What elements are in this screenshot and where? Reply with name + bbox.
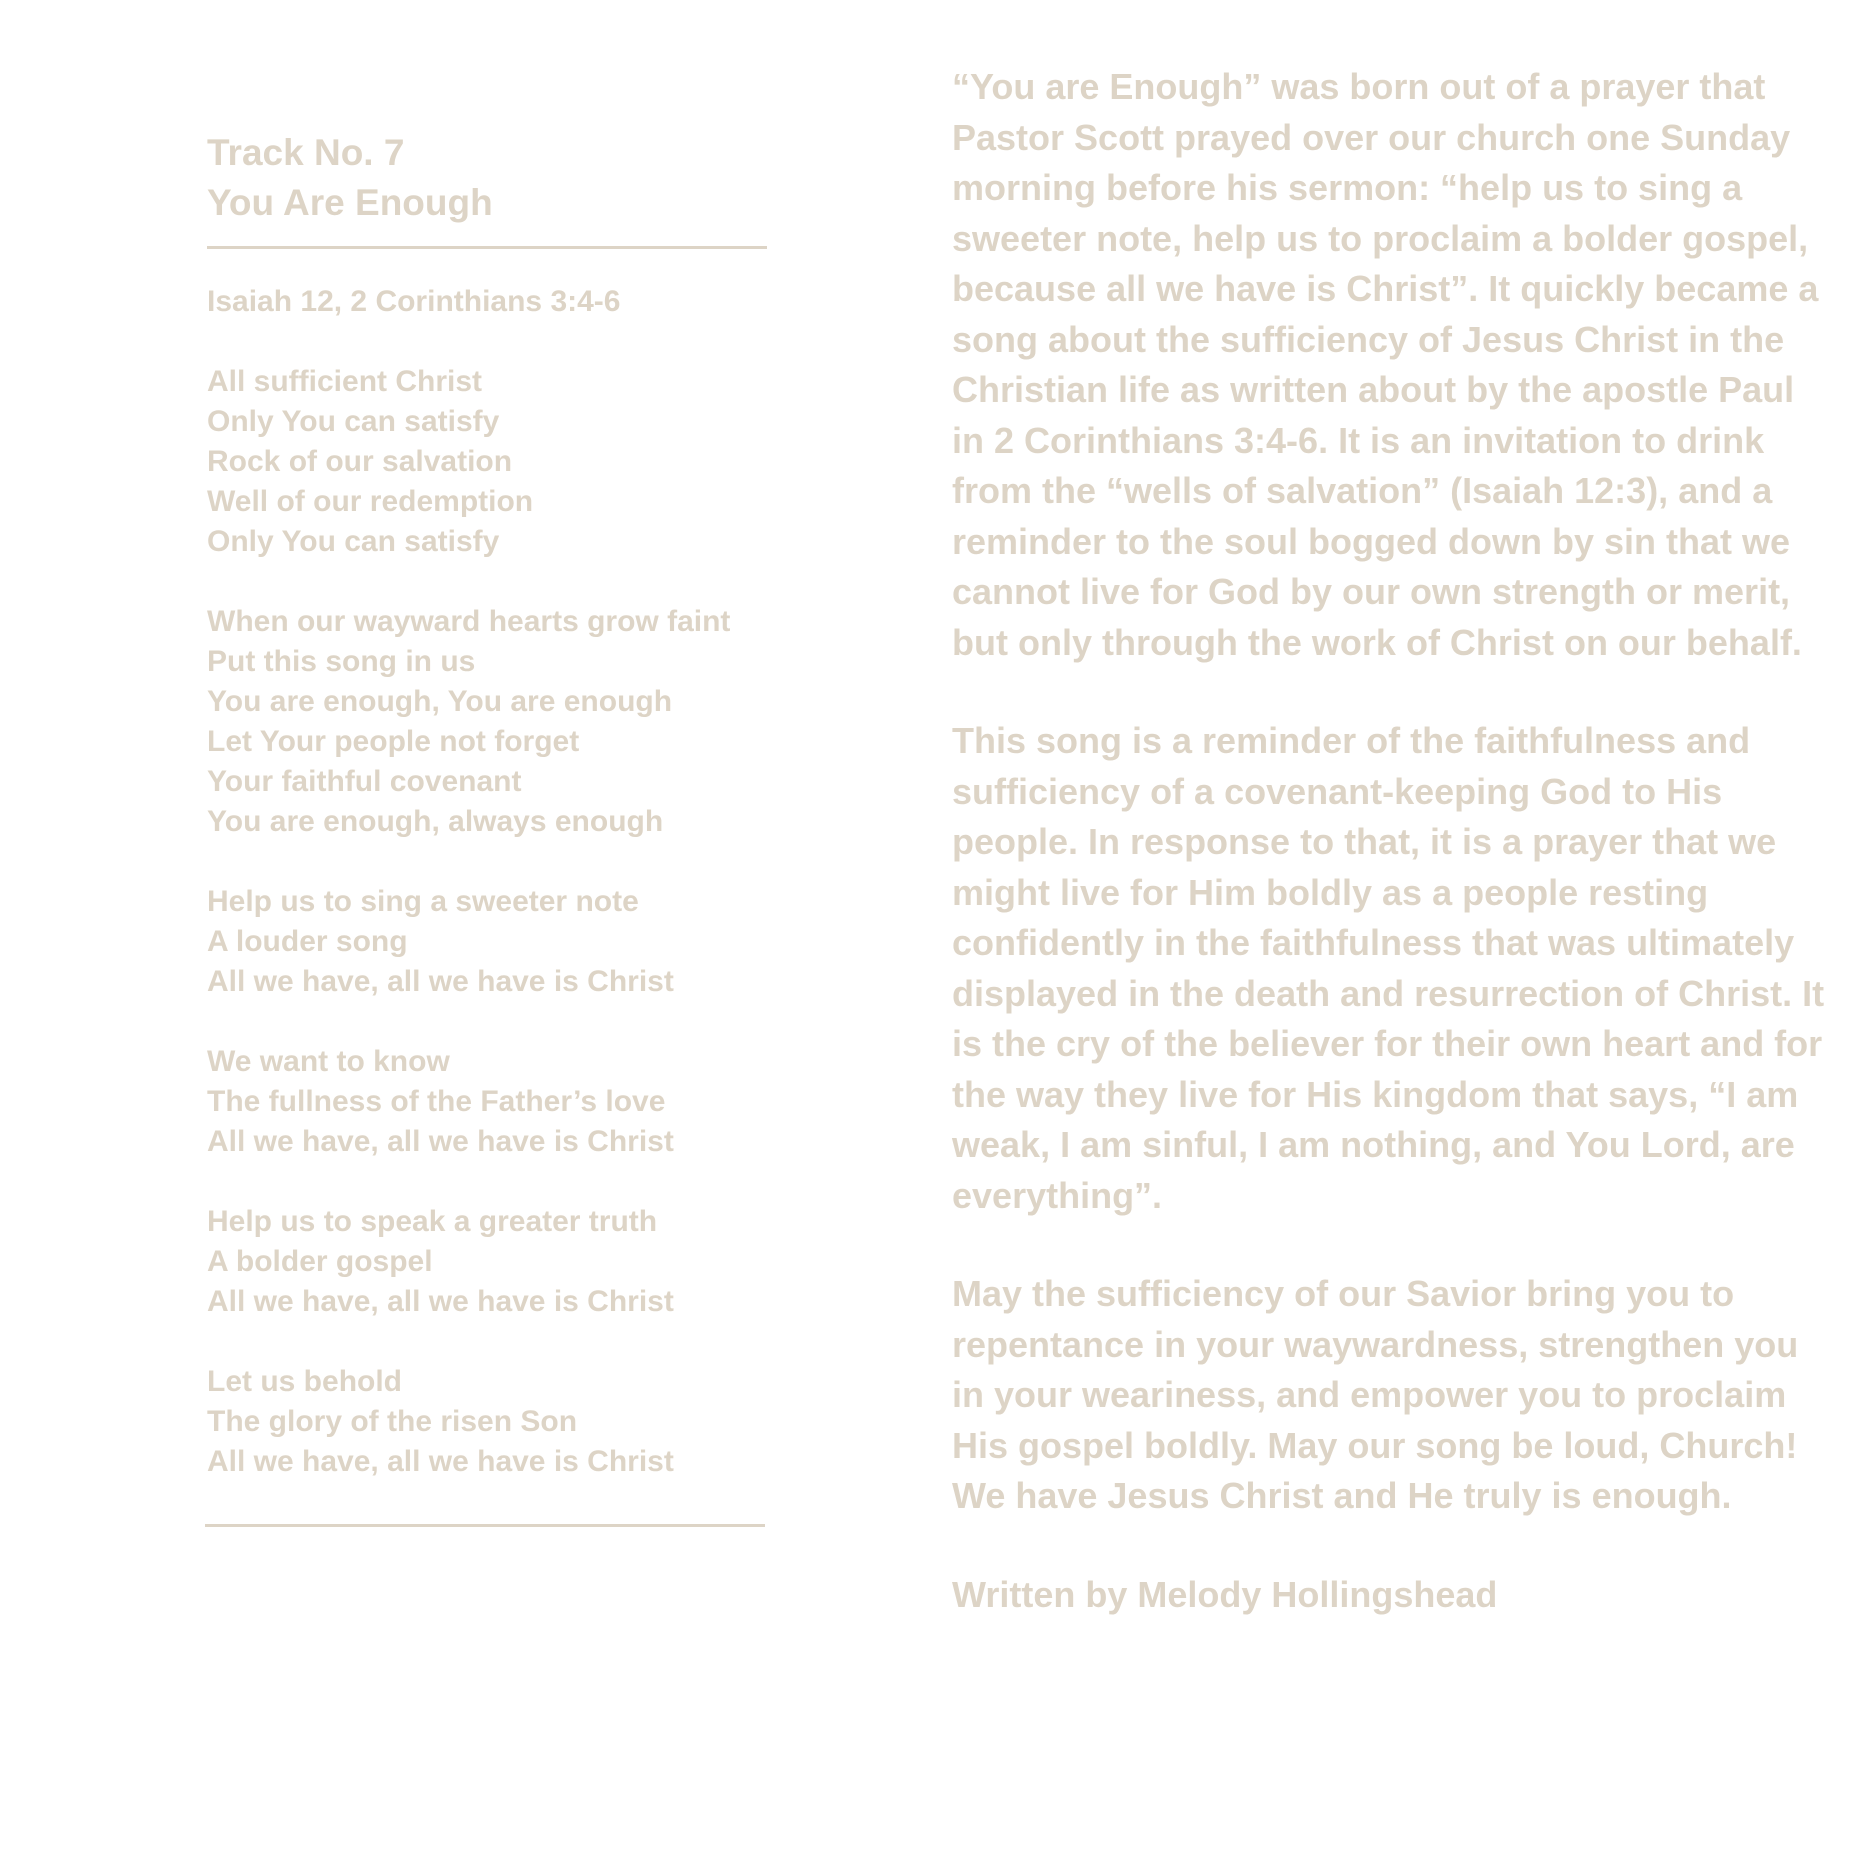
lyric-line: A bolder gospel	[207, 1245, 433, 1278]
lyric-line: All we have, all we have is Christ	[207, 1125, 674, 1158]
lyric-stanza	[207, 602, 807, 842]
divider-top	[207, 246, 767, 249]
lyric-line: All we have, all we have is Christ	[207, 1445, 674, 1478]
lyric-line: You are enough, You are enough	[207, 685, 673, 718]
lyric-line: You are enough, always enough	[207, 805, 664, 838]
lyric-line: The fullness of the Father’s love	[207, 1085, 666, 1118]
notes-paragraph: This song is a reminder of the faithfulness and sufficiency of a covenant-keeping God to His people. In response to that, it is a prayer that we might live for Him boldly as a people resting confidently in the faithfulness that was ultimately displayed in the death and resurrection of Christ. It is the cry of the believer for their own heart and for the way they live for His kingdom that says, “I am weak, I am sinful, I am nothing, and You Lord, are everything”.	[952, 720, 1825, 1216]
notes-paragraph: May the sufficiency of our Savior bring you to repentance in your waywardness, strengthen you in your weariness, and empower you to proclaim His gospel boldly. May our song be loud, Church! We have Jesus Christ and He truly is enough.	[952, 1273, 1799, 1516]
notes-paragraph: “You are Enough” was born out of a prayer that Pastor Scott prayed over our church one Sunday morning before his sermon: “help us to sing a sweeter note, help us to proclaim a bolder gospel, because all we have is Christ”. It quickly became a song about the sufficiency of Jesus Christ in the Christian life as written about by the apostle Paul in 2 Corinthians 3:4-6. It is an invitation to drink from the “wells of salvation” (Isaiah 12:3), and a reminder to the soul bogged down by sin that we cannot live for God by our own strength or merit, but only through the work of Christ on our behalf.	[952, 66, 1819, 663]
lyric-stanza	[207, 1042, 807, 1162]
lyric-line: We want to know	[207, 1045, 450, 1078]
lyric-line: The glory of the risen Son	[207, 1405, 578, 1438]
lyric-line: Rock of our salvation	[207, 445, 513, 478]
lyric-line: Only You can satisfy	[207, 405, 500, 438]
divider-bottom	[205, 1524, 765, 1527]
lyric-line: A louder song	[207, 925, 408, 958]
lyric-line: When our wayward hearts grow faint	[207, 605, 731, 638]
notes-column	[952, 62, 1832, 1620]
lyric-stanza	[207, 1202, 807, 1322]
lyrics	[207, 362, 807, 1482]
lyric-line: Your faithful covenant	[207, 765, 522, 798]
lyric-line: Help us to speak a greater truth	[207, 1205, 658, 1238]
lyric-line: All we have, all we have is Christ	[207, 1285, 674, 1318]
author-credit: Written by Melody Hollingshead	[952, 1573, 1498, 1615]
lyric-line: Only You can satisfy	[207, 525, 500, 558]
song-title: You Are Enough	[207, 182, 493, 223]
lyric-line: All sufficient Christ	[207, 365, 483, 398]
lyric-line: Help us to sing a sweeter note	[207, 885, 639, 918]
lyric-line: Let Your people not forget	[207, 725, 580, 758]
lyric-stanza	[207, 1362, 807, 1482]
scripture-reference: Isaiah 12, 2 Corinthians 3:4-6	[207, 285, 621, 318]
lyric-stanza	[207, 362, 807, 562]
lyric-line: Let us behold	[207, 1365, 402, 1398]
lyric-stanza	[207, 882, 807, 1002]
lyric-line: All we have, all we have is Christ	[207, 965, 674, 998]
track-number: Track No. 7	[207, 132, 405, 173]
lyrics-column	[207, 128, 807, 1522]
lyric-line: Well of our redemption	[207, 485, 534, 518]
lyric-line: Put this song in us	[207, 645, 476, 678]
